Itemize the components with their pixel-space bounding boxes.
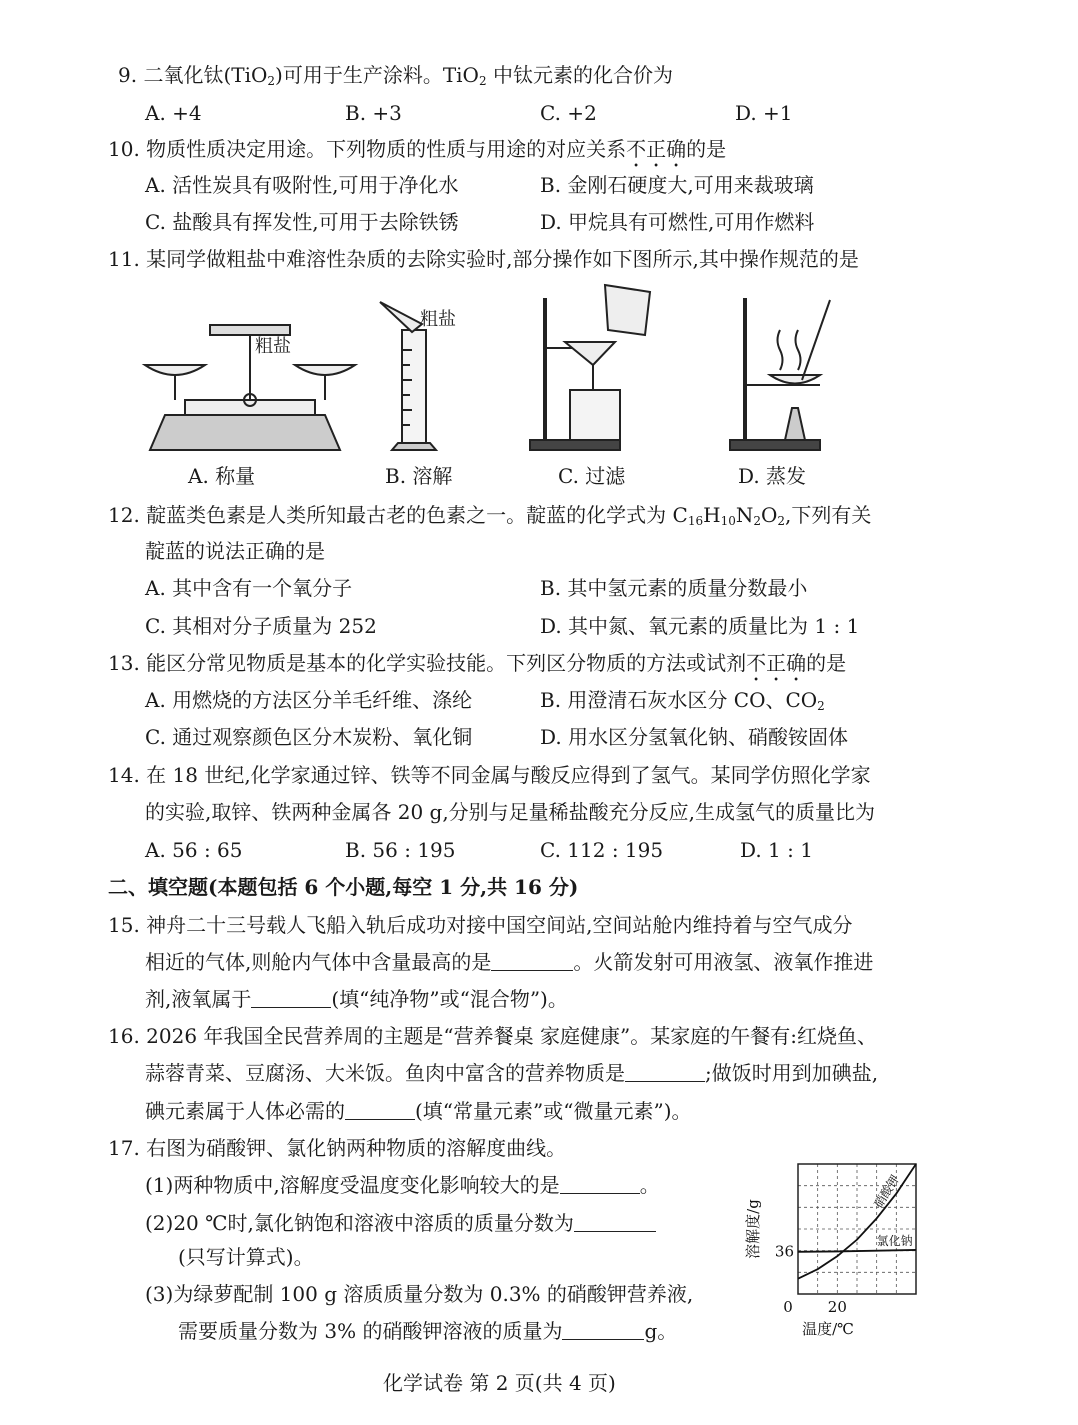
q11-stem: 11. 某同学做粗盐中难溶性杂质的去除实验时,部分操作如下图所示,其中操作规范的是	[108, 247, 859, 271]
q15-line3: 剂,液氧属于 (填“纯净物”或“混合物”)。	[145, 987, 568, 1011]
q12-stem-line2: 靛蓝的说法正确的是	[145, 539, 325, 563]
x-axis-label: 温度/℃	[802, 1320, 854, 1338]
q14-option-b: B. 56 : 195	[345, 838, 456, 862]
q16-line2: 蒜蓉青菜、豆腐汤、大米饭。鱼肉中富含的营养物质是 ;做饭时用到加碘盐,	[145, 1061, 879, 1085]
q13-stem: 13. 能区分常见物质是基本的化学实验技能。下列区分物质的方法或试剂不正确的是	[108, 651, 847, 675]
q16-blank-2[interactable]	[345, 1099, 415, 1120]
q17-part2: (2)20 ℃时,氯化钠饱和溶液中溶质的质量分数为	[145, 1210, 656, 1236]
q11-apparatus-figure	[130, 280, 890, 460]
q11-option-c: C. 过滤	[558, 464, 626, 488]
q12-option-a: A. 其中含有一个氧分子	[145, 576, 353, 600]
q17-blank-3[interactable]	[562, 1319, 644, 1340]
q17-part3: (3)为绿萝配制 100 g 溶质质量分数为 0.3% 的硝酸钾营养液,	[145, 1282, 694, 1306]
q13-option-d: D. 用水区分氢氧化钠、硝酸铵固体	[540, 725, 849, 749]
q9-stem: 9. 二氧化钛(TiO$_2$)可用于生产涂料。TiO$_2$ 中钛元素的化合价为	[118, 63, 673, 88]
q17-blank-2[interactable]	[574, 1211, 656, 1232]
q9-option-c: C. +2	[540, 101, 597, 125]
q15-blank-1[interactable]	[491, 950, 573, 971]
q11-option-a: A. 称量	[188, 464, 256, 488]
q17-stem: 17. 右图为硝酸钾、氯化钠两种物质的溶解度曲线。	[108, 1136, 567, 1160]
q15-line1: 15. 神舟二十三号载人飞船入轨后成功对接中国空间站,空间站舱内维持着与空气成分	[108, 913, 853, 937]
q13-option-c: C. 通过观察颜色区分木炭粉、氧化铜	[145, 725, 473, 749]
q17-part3-line2: 需要质量分数为 3% 的硝酸钾溶液的质量为 g。	[178, 1319, 678, 1343]
series-label-sodium-chloride: 氯化钠	[876, 1234, 913, 1249]
y-tick-label: 36	[774, 1242, 794, 1261]
q12-option-b: B. 其中氢元素的质量分数最小	[540, 576, 808, 600]
q10-option-c: C. 盐酸具有挥发性,可用于去除铁锈	[145, 210, 459, 234]
section-heading: 二、填空题(本题包括 6 个小题,每空 1 分,共 16 分)	[108, 875, 579, 899]
q9-option-a: A. +4	[145, 101, 202, 125]
page-footer: 化学试卷 第 2 页(共 4 页)	[383, 1371, 616, 1395]
y-axis-label: 溶解度/g	[744, 1199, 762, 1259]
q10-option-a: A. 活性炭具有吸附性,可用于净化水	[145, 173, 459, 197]
balance-illustration	[145, 325, 355, 450]
q12-stem: 12. 靛蓝类色素是人类所知最古老的色素之一。靛蓝的化学式为 $C_{16}H_{10}N_2O_2$,下列有关	[108, 503, 872, 528]
q9-option-d: D. +1	[735, 101, 793, 125]
balance-label: 粗盐	[255, 336, 291, 357]
q13-option-b: B. 用澄清石灰水区分 CO、$CO_2$	[540, 688, 825, 713]
q14-option-d: D. 1 : 1	[740, 838, 813, 862]
q10-stem: 10. 物质性质决定用途。下列物质的性质与用途的对应关系不正确的是	[108, 137, 727, 161]
q14-stem-line2: 的实验,取锌、铁两种金属各 20 g,分别与足量稀盐酸充分反应,生成氢气的质量比为	[145, 800, 876, 824]
q12-option-c: C. 其相对分子质量为 252	[145, 614, 377, 638]
series-label-potassium-nitrate: 硝酸钾	[871, 1172, 903, 1211]
q10-option-d: D. 甲烷具有可燃性,可用作燃料	[540, 210, 815, 234]
q14-option-c: C. 112 : 195	[540, 838, 664, 862]
q16-blank-1[interactable]	[625, 1061, 705, 1082]
evaporation-illustration	[730, 298, 830, 450]
q16-line1: 16. 2026 年我国全民营养周的主题是“营养餐桌 家庭健康”。某家庭的午餐有:红烧鱼、	[108, 1024, 877, 1048]
q16-line3: 碘元素属于人体必需的 (填“常量元素”或“微量元素”)。	[145, 1099, 692, 1123]
q11-option-d: D. 蒸发	[738, 464, 807, 488]
q15-line2: 相近的气体,则舱内气体中含量最高的是 。火箭发射可用液氢、液氧作推进	[145, 950, 874, 974]
q15-blank-2[interactable]	[251, 987, 331, 1008]
q17-part2-note: (只写计算式)。	[178, 1245, 314, 1269]
x-tick-label: 0	[783, 1298, 793, 1316]
filtration-illustration	[530, 285, 650, 450]
x-tick-label: 20	[827, 1298, 847, 1316]
q17-blank-1[interactable]	[560, 1173, 640, 1194]
solubility-chart	[740, 1150, 930, 1350]
q13-option-a: A. 用燃烧的方法区分羊毛纤维、涤纶	[145, 688, 473, 712]
q12-option-d: D. 其中氮、氧元素的质量比为 1 : 1	[540, 614, 860, 638]
q11-option-b: B. 溶解	[385, 464, 453, 488]
q14-option-a: A. 56 : 65	[145, 838, 243, 862]
cylinder-label: 粗盐	[420, 309, 456, 330]
q9-option-b: B. +3	[345, 101, 402, 125]
series-line-sodium-chloride	[798, 1250, 916, 1252]
q14-stem-line1: 14. 在 18 世纪,化学家通过锌、铁等不同金属与酸反应得到了氢气。某同学仿照化学家	[108, 763, 871, 787]
q17-part1: (1)两种物质中,溶解度受温度变化影响较大的是 。	[145, 1173, 660, 1197]
q10-option-b: B. 金刚石硬度大,可用来裁玻璃	[540, 173, 814, 197]
